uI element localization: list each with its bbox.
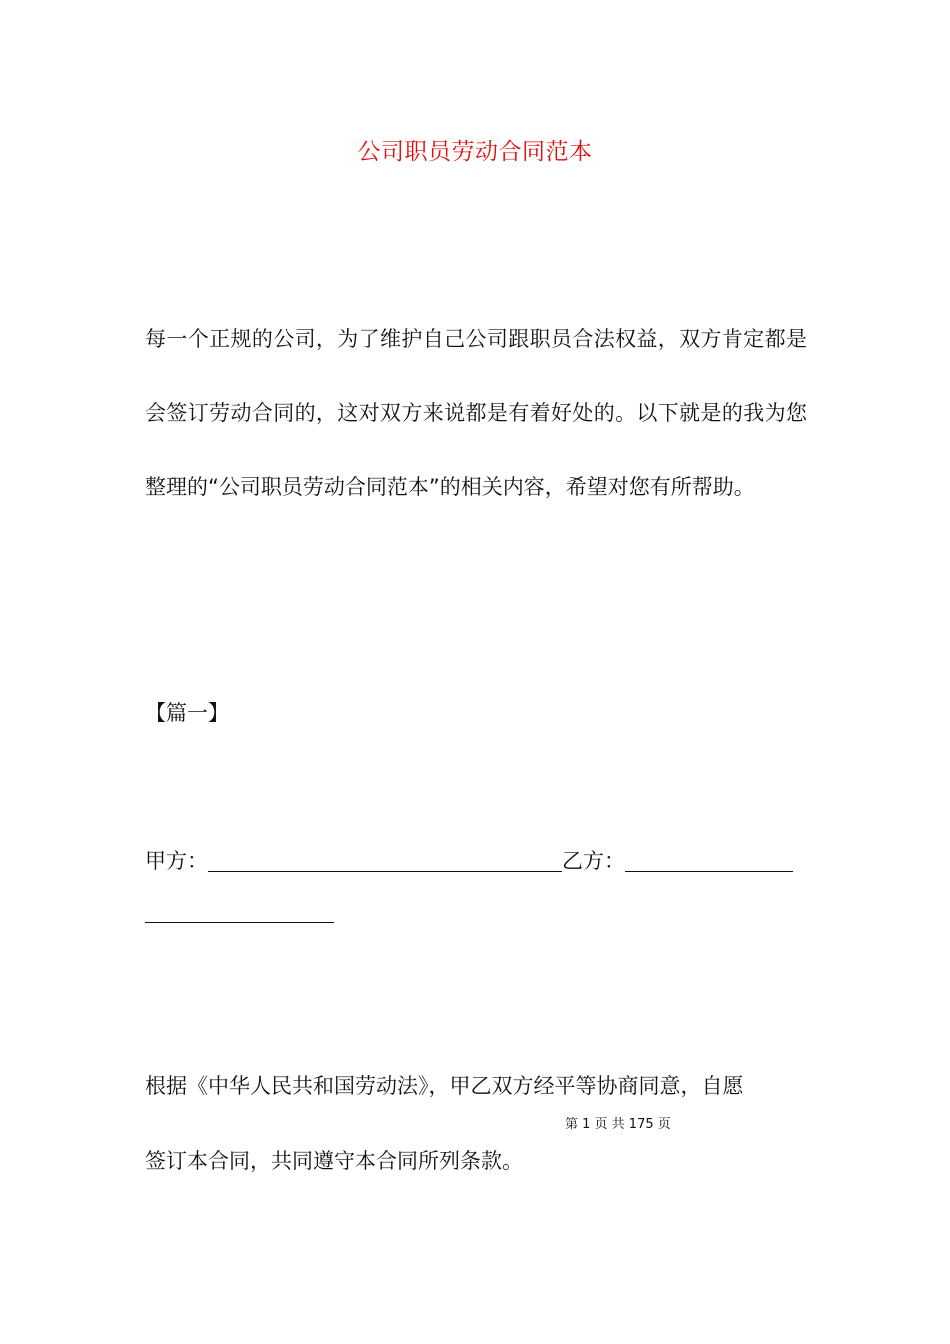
party-b-blank [625,843,793,872]
party-a-label: 甲方： [145,849,208,873]
party-b-blank-continued [145,922,334,923]
law-paragraph-line-1: 根据《中华人民共和国劳动法》，甲乙双方经平等协商同意，自愿 [145,1074,744,1098]
party-line [145,843,807,879]
party-b-label: 乙方： [562,849,625,873]
section-title: 【篇一】 [145,701,229,725]
intro-paragraph: 每一个正规的公司，为了维护自己公司跟职员合法权益，双方肯定都是会签订劳动合同的，这对双方来说都是有着好处的。以下就是的我为您整理的“公司职员劳动合同范本”的相关内容，希望对您有所帮助。 [145,327,807,499]
law-paragraph-line-2: 签订本合同，共同遵守本合同所列条款。 [145,1149,523,1173]
document-title: 公司职员劳动合同范本 [357,139,593,165]
page-indicator: 第 1 页 共 175 页 [565,1117,671,1132]
party-a-blank [208,843,562,872]
